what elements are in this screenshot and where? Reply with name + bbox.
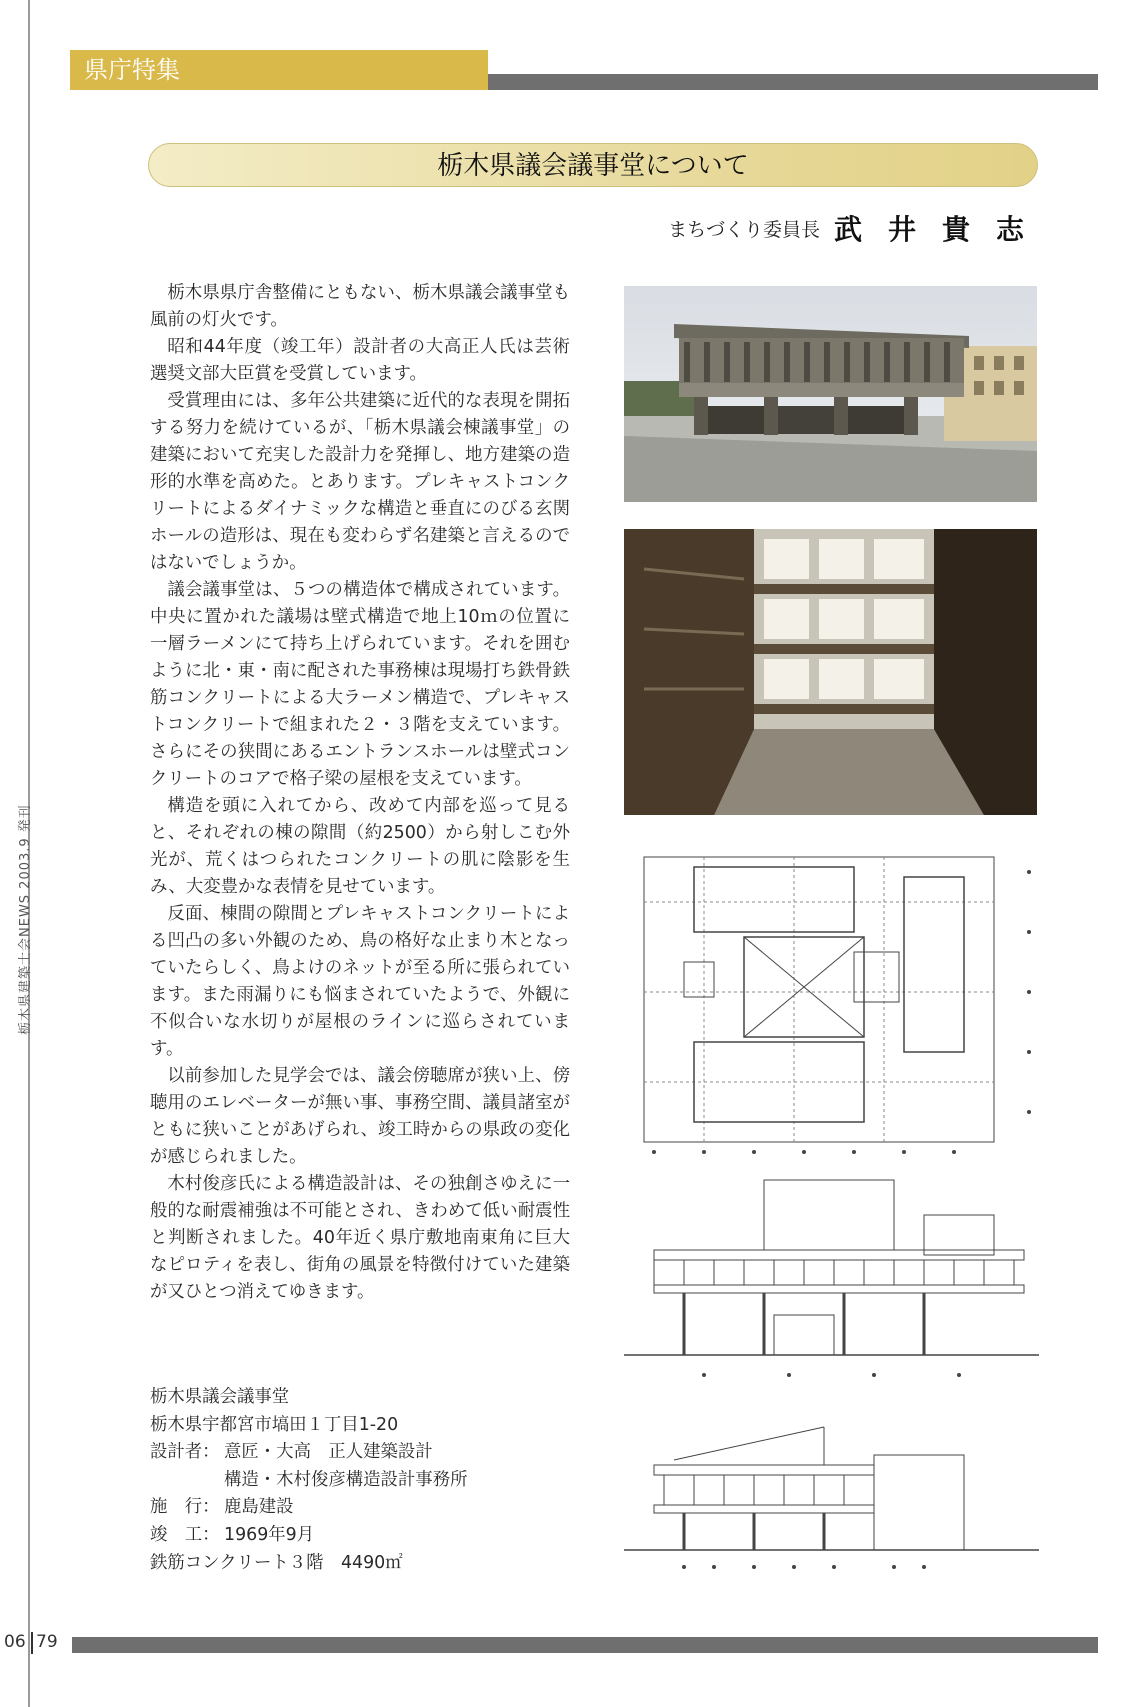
elevation-drawing-2 [624,1425,1039,1585]
footer-bar [72,1637,1098,1653]
building-info [150,1384,570,1577]
info-complete-value: 1969年9月 [224,1524,315,1545]
exterior-photo [624,286,1037,502]
page-number-separator [31,1632,33,1654]
side-caption: 栃木県建築士会NEWS 2003.9 発刊 [18,804,33,1035]
info-name: 栃木県議会議事堂 [150,1387,290,1407]
paragraph: 反面、棟間の隙間とプレキャストコンクリートによる凹凸の多い外観のため、鳥の格好な止まり木となっていたらしく、鳥よけのネットが至る所に張られています。また雨漏りにも悩まされていたようで、外観に不似合いな水切りが屋根のラインに巡らされています。 [150,904,570,1059]
header-bar [488,74,1098,90]
paragraph: 構造を頭に入れてから、改めて内部を巡って見ると、それぞれの棟の隙間（約2500）から射しこむ外光が、荒くはつられたコンクリートの肌に陰影を生み、大変豊かな表情を見せています。 [150,796,570,897]
author-name: 武井貴志 [833,213,1050,246]
info-design-row2 [150,1467,570,1495]
page-number: 79 [36,1632,58,1652]
info-design-1: 意匠・大高 正人建築設計 [224,1442,433,1463]
info-design-label: 設計者： [150,1442,220,1463]
paragraph: 受賞理由には、多年公共建築に近代的な表現を開拓する努力を続けているが、「栃木県議会棟議事堂」の建築において充実した設計力を発揮し、地方建築の造形的水準を高めた。とあります。プレキャストコンクリートによるダイナミックな構造と垂直にのびる玄関ホールの造形は、現在も変わらず名建築と言えるのではないでしょうか。 [150,391,570,573]
info-build [150,1494,570,1522]
info-spacer [150,1467,224,1495]
article-title: 栃木県議会議事堂について [148,143,1038,187]
info-structure: 鉄筋コンクリート３階 4490㎡ [150,1552,403,1573]
paragraph: 以前参加した見学会では、議会傍聴席が狭い上、傍聴用のエレベーターが無い事、事務空間、議員諸室がともに狭いことがあげられ、竣工時からの県政の変化が感じられました。 [150,1066,570,1167]
issue-number: 06 [4,1632,26,1652]
article-body [150,280,570,1306]
info-address: 栃木県宇都宮市塙田１丁目1-20 [150,1414,399,1435]
section-tag: 県庁特集 [70,50,488,90]
info-design [150,1439,570,1467]
info-build-label: 施 行： [150,1497,220,1518]
info-design-2: 構造・木村俊彦構造設計事務所 [224,1469,468,1490]
entrance-hall-photo [624,529,1037,815]
author-line [640,208,1050,248]
elevation-drawing-1 [624,1175,1039,1395]
info-complete-label: 竣 工： [150,1524,220,1545]
paragraph: 昭和44年度（竣工年）設計者の大高正人氏は芸術選奨文部大臣賞を受賞しています。 [150,337,570,384]
author-role: まちづくり委員長 [668,218,820,241]
info-build-value: 鹿島建設 [224,1497,294,1518]
floor-plan-drawing [624,842,1054,1167]
paragraph: 木村俊彦氏による構造設計は、その独創さゆえに一般的な耐震補強は不可能とされ、きわめて低い耐震性と判断されました。40年近く県庁敷地南東角に巨大なピロティを表し、街角の風景を特徴付けていた建築が又ひとつ消えてゆきます。 [150,1174,570,1302]
paragraph: 議会議事堂は、５つの構造体で構成されています。中央に置かれた議場は壁式構造で地上10ｍの位置に一層ラーメンにて持ち上げられています。それを囲むように北・東・南に配された事務棟は現場打ち鉄骨鉄筋コンクリートによる大ラーメン構造で、プレキャストコンクリートで組まれた２・３階を支えています。さらにその狭間にあるエントランスホールは壁式コンクリートのコアで格子梁の屋根を支えています。 [150,580,570,789]
info-complete [150,1522,570,1550]
paragraph: 栃木県県庁舎整備にともない、栃木県議会議事堂も風前の灯火です。 [150,283,570,330]
